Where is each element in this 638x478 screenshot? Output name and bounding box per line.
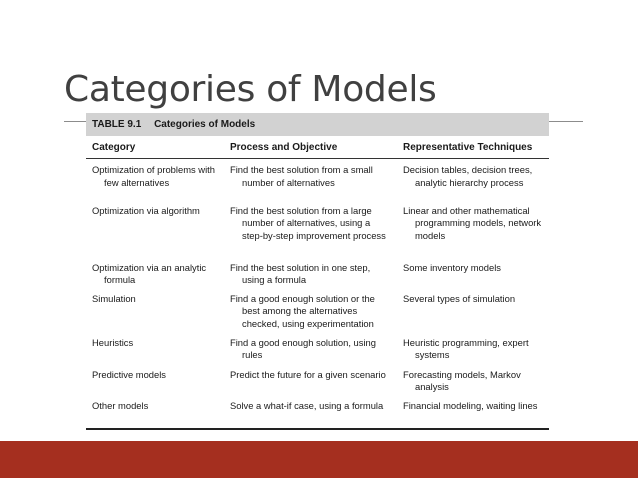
header-process-objective: Process and Objective bbox=[224, 136, 397, 159]
cell-category: Other models bbox=[92, 399, 149, 411]
table-row bbox=[86, 337, 549, 369]
table-row bbox=[86, 159, 549, 205]
cell-techniques: Heuristic programming, expert systems bbox=[403, 336, 529, 361]
cell-process: Solve a what-if case, using a formula bbox=[230, 399, 384, 411]
footer-band bbox=[0, 441, 638, 478]
cell-category: Optimization via algorithm bbox=[92, 204, 200, 216]
cell-process: Find the best solution from a large number of alternatives, using a step-by-step improvement process bbox=[230, 204, 386, 241]
cell-process: Find a good enough solution or the best among the alternatives checked, using experimentation bbox=[230, 292, 375, 329]
title-divider-left bbox=[64, 121, 86, 122]
table-row bbox=[86, 400, 549, 430]
table-row bbox=[86, 205, 549, 262]
cell-techniques: Forecasting models, Markov analysis bbox=[403, 368, 521, 393]
header-category: Category bbox=[86, 136, 224, 159]
table-caption-title: Categories of Models bbox=[154, 119, 256, 130]
title-divider-right bbox=[549, 121, 583, 122]
cell-category: Simulation bbox=[92, 292, 136, 304]
table-header-row bbox=[86, 136, 549, 159]
header-representative-techniques: Representative Techniques bbox=[397, 136, 549, 159]
table-row bbox=[86, 293, 549, 337]
table-bottom-rule bbox=[86, 428, 549, 430]
cell-techniques: Decision tables, decision trees, analytic hierarchy process bbox=[403, 164, 533, 188]
cell-category: Predictive models bbox=[92, 368, 166, 380]
table-container bbox=[86, 113, 549, 428]
cell-category: Heuristics bbox=[92, 336, 134, 348]
cell-process: Find a good enough solution, using rules bbox=[230, 336, 376, 361]
table-row bbox=[86, 262, 549, 293]
cell-category: Optimization of problems with few alternatives bbox=[92, 164, 215, 188]
models-table bbox=[86, 136, 549, 430]
cell-techniques: Some inventory models bbox=[403, 261, 501, 273]
cell-process: Predict the future for a given scenario bbox=[230, 368, 386, 380]
cell-category: Optimization via an analytic formula bbox=[92, 261, 207, 286]
cell-process: Find the best solution from a small number of alternatives bbox=[230, 164, 373, 188]
cell-techniques: Linear and other mathematical programming models, network models bbox=[403, 204, 542, 241]
table-row bbox=[86, 369, 549, 400]
table-caption bbox=[86, 113, 549, 136]
cell-techniques: Financial modeling, waiting lines bbox=[403, 399, 538, 411]
cell-techniques: Several types of simulation bbox=[403, 292, 516, 304]
slide-title: Categories of Models bbox=[64, 69, 437, 110]
cell-process: Find the best solution in one step, using a formula bbox=[230, 261, 371, 286]
table-caption-number: TABLE 9.1 bbox=[92, 119, 142, 130]
